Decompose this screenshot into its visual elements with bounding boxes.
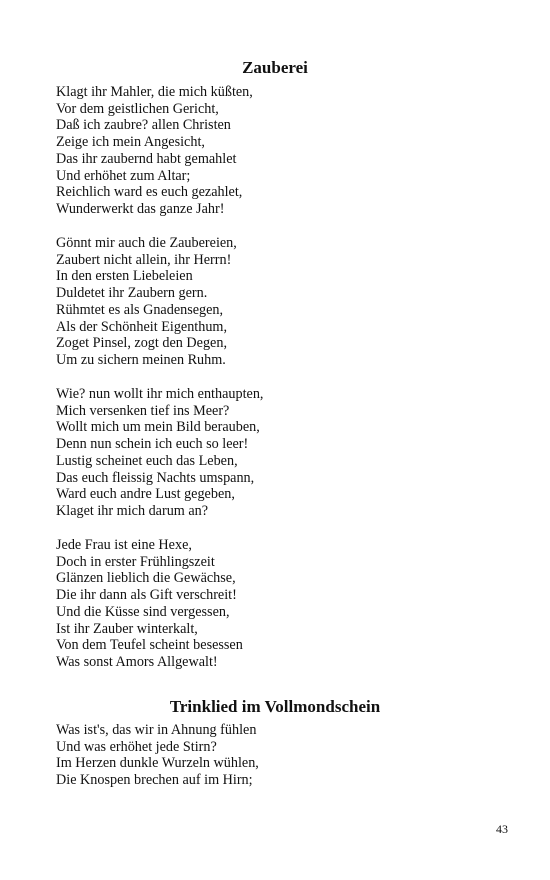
verse-line: Wunderwerkt das ganze Jahr! [56,200,225,217]
verse-line: Reichlich ward es euch gezahlet, [56,184,243,201]
stanza [56,84,253,218]
stanza [56,386,263,520]
verse-line: Zoget Pinsel, zogt den Degen, [56,335,227,352]
verse-line: Duldetet ihr Zaubern gern. [56,285,208,302]
verse-line: Glänzen lieblich die Gewächse, [56,570,236,587]
verse-line: Im Herzen dunkle Wurzeln wühlen, [56,755,259,772]
page-number: 43 [496,822,508,836]
verse-line: Das ihr zaubernd habt gemahlet [56,150,237,167]
verse-line: Jede Frau ist eine Hexe, [56,537,192,553]
verse-line: Die Knospen brechen auf im Hirn; [56,772,253,789]
verse-line: Und die Küsse sind vergessen, [56,603,230,620]
verse-line: Als der Schönheit Eigenthum, [56,318,228,335]
verse-line: Wollt mich um mein Bild berauben, [56,419,260,436]
verse-line: Rühmtet es als Gnadensegen, [56,301,224,318]
verse-line: Vor dem geistlichen Gericht, [56,100,219,117]
verse-line: Ist ihr Zauber winterkalt, [56,620,198,637]
verse-line: Wie? nun wollt ihr mich enthaupten, [56,386,264,402]
verse-line: Die ihr dann als Gift verschreit! [56,587,237,604]
poem-title: Zauberei [242,58,308,77]
stanza [56,235,237,369]
verse-line: Klaget ihr mich darum an? [56,502,209,519]
verse-line: Lustig scheinet euch das Leben, [56,452,238,469]
verse-line: Ward euch andre Lust gegeben, [56,486,235,503]
stanza [56,537,243,671]
poem-title: Trinklied im Vollmondschein [169,697,381,716]
verse-line: Und was erhöhet jede Stirn? [56,738,217,755]
verse-line: Das euch fleissig Nachts umspann, [56,469,255,486]
verse-line: In den ersten Liebeleien [56,268,193,285]
verse-line: Von dem Teufel scheint besessen [56,637,243,654]
verse-line: Mich versenken tief ins Meer? [56,402,230,419]
verse-line: Zaubert nicht allein, ihr Herrn! [56,251,232,268]
verse-line: Klagt ihr Mahler, die mich küßten, [56,84,253,100]
verse-line: Denn nun schein ich euch so leer! [56,436,249,453]
verse-line: Um zu sichern meinen Ruhm. [56,351,226,368]
verse-line: Was sonst Amors Allgewalt! [56,653,218,670]
verse-line: Was ist's, das wir in Ahnung fühlen [56,722,257,738]
verse-line: Daß ich zaubre? allen Christen [56,117,231,134]
verse-line: Zeige ich mein Angesicht, [56,134,205,151]
verse-line: Und erhöhet zum Altar; [56,167,191,184]
stanza [56,722,259,789]
verse-line: Doch in erster Frühlingszeit [56,553,215,570]
verse-line: Gönnt mir auch die Zaubereien, [56,235,237,251]
